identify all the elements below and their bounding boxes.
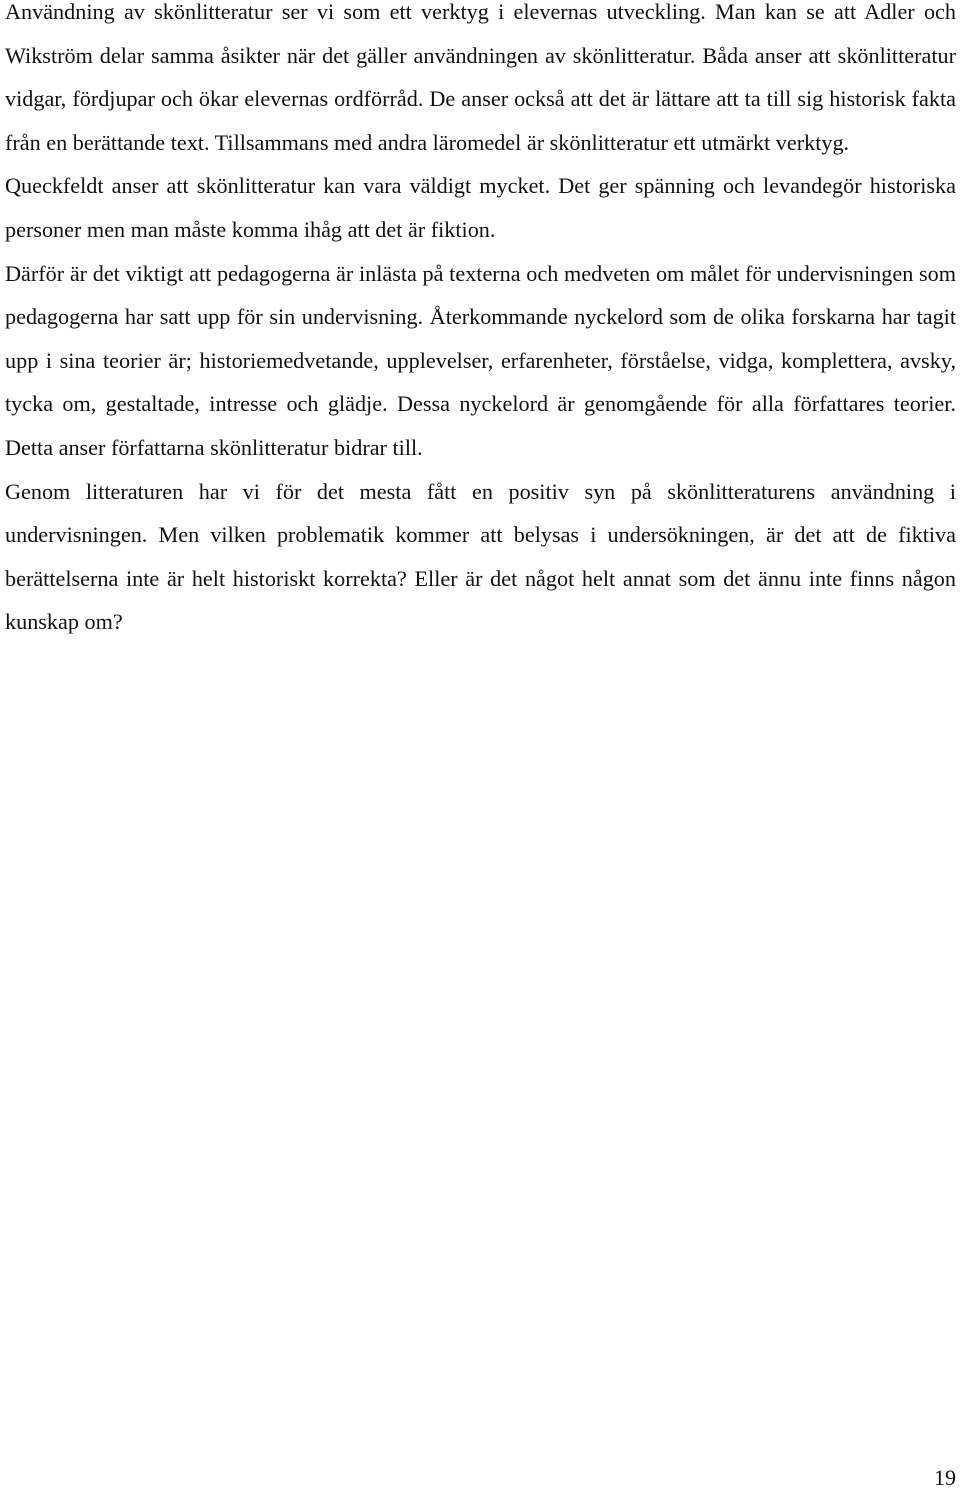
paragraph-2: Queckfeldt anser att skönlitteratur kan vara väldigt mycket. Det ger spänning och levandegör historiska personer men man måste komma ihåg att det är fiktion.: [5, 173, 956, 242]
paragraph-4: Genom litteraturen har vi för det mesta fått en positiv syn på skönlitteraturens användning i undervisningen. Men vilken problematik kommer att belysas i undersökningen, är det att de fiktiva berättelserna inte är helt historiskt korrekta? Eller är det något helt annat som det ännu inte finns någon kunskap om?: [5, 478, 956, 635]
page-number: 19: [934, 1465, 956, 1490]
body-text: [5, 0, 956, 644]
paragraph-1: Användning av skönlitteratur ser vi som ett verktyg i elevernas utveckling. Man kan se att Adler och Wikström delar samma åsikter när det gäller användningen av skönlitteratur. Båda anser att skönlitteratur vidgar, fördjupar och ökar elevernas ordförråd. De anser också att det är lättare att ta till sig historisk fakta från en berättande text. Tillsammans med andra läromedel är skönlitteratur ett utmärkt verktyg.: [5, 0, 956, 155]
paragraph-3: Därför är det viktigt att pedagogerna är inlästa på texterna och medveten om målet för undervisningen som pedagogerna har satt upp för sin undervisning. Återkommande nyckelord som de olika forskarna har tagit upp i sina teorier är; historiemedvetande, upplevelser, erfarenheter, förståelse, vidga, komplettera, avsky, tycka om, gestaltade, intresse och glädje. Dessa nyckelord är genomgående för alla författares teorier. Detta anser författarna skönlitteratur bidrar till.: [5, 260, 956, 460]
